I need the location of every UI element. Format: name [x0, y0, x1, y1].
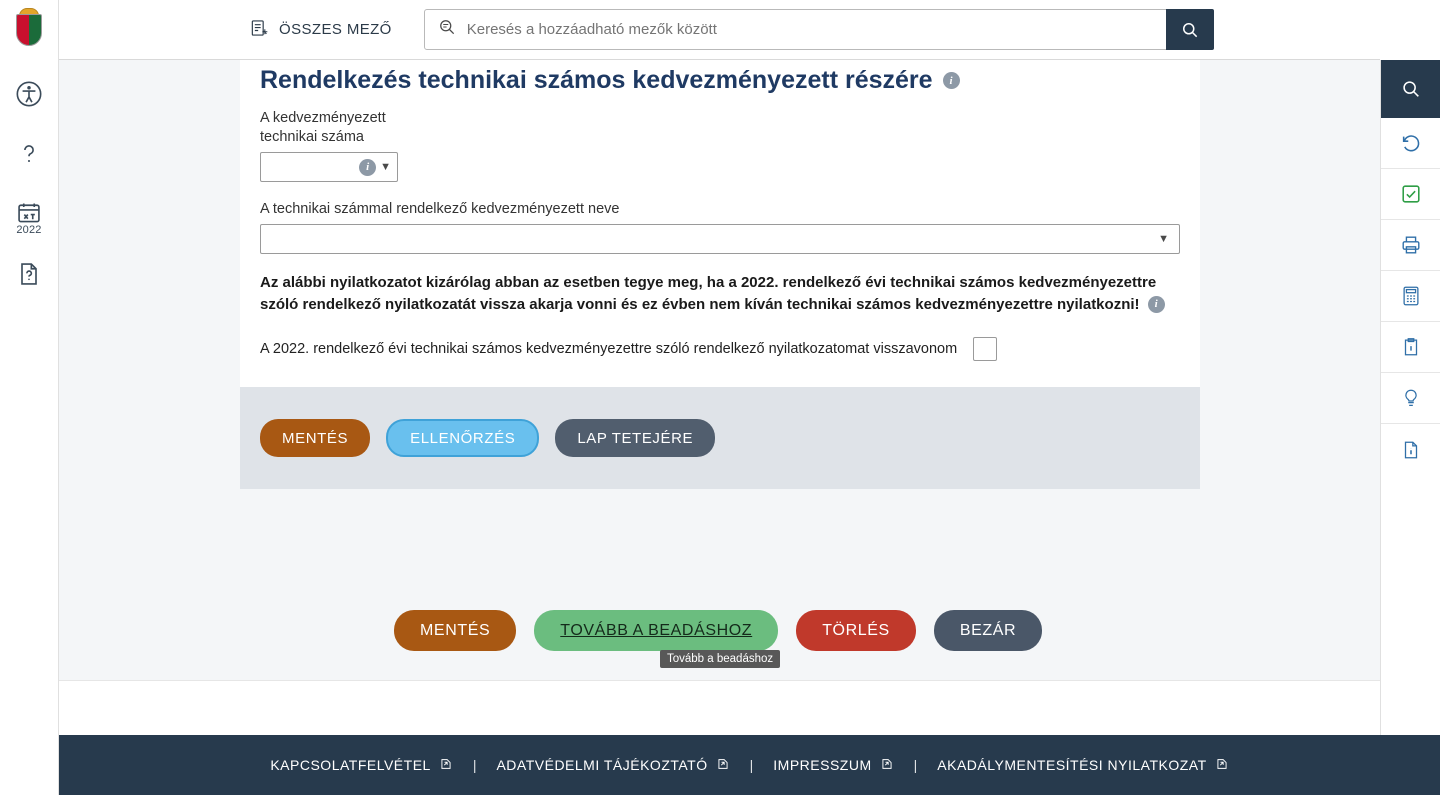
beneficiary-name-label: A technikai számmal rendelkező kedvezményezett neve: [260, 201, 620, 217]
footer-link-accessibility[interactable]: [937, 757, 1228, 774]
beneficiary-number-label-line2: technikai száma: [260, 129, 364, 145]
help-question-icon[interactable]: [9, 134, 49, 174]
page-title-text: Rendelkezés technikai számos kedvezményezett részére: [260, 66, 933, 94]
revoke-declaration-checkbox[interactable]: [973, 337, 997, 361]
hungary-coat-of-arms-logo[interactable]: [10, 8, 48, 54]
external-link-icon: [439, 757, 453, 774]
chevron-down-icon: ▼: [380, 160, 391, 173]
main-content-area: [59, 60, 1380, 795]
bottom-button-bar: [240, 610, 1200, 651]
chevron-down-icon: ▼: [1158, 232, 1169, 245]
revoke-declaration-row: [260, 337, 1180, 387]
footer-separator: |: [913, 757, 918, 773]
external-link-icon: [716, 757, 730, 774]
search-input[interactable]: [465, 10, 1213, 49]
external-link-icon: [1215, 757, 1229, 774]
warning-note: [260, 272, 1180, 315]
left-sidebar: [0, 0, 59, 795]
continue-to-submission-button[interactable]: TOVÁBB A BEADÁSHOZ: [534, 610, 778, 651]
toolbar-undo-button[interactable]: [1381, 118, 1440, 169]
inline-button-strip: [240, 387, 1200, 489]
scroll-to-top-button[interactable]: LAP TETEJÉRE: [555, 419, 715, 457]
info-icon[interactable]: i: [1148, 296, 1165, 313]
beneficiary-name-select[interactable]: [260, 224, 1180, 254]
footer: [59, 735, 1440, 795]
toolbar-print-button[interactable]: [1381, 220, 1440, 271]
tooltip: Tovább a beadáshoz: [660, 650, 780, 668]
toolbar-hint-button[interactable]: [1381, 373, 1440, 424]
delete-button[interactable]: TÖRLÉS: [796, 610, 916, 651]
beneficiary-number-label-line1: A kedvezményezett: [260, 110, 386, 126]
calendar-year-label: 2022: [16, 224, 42, 236]
footer-link-imprint[interactable]: [773, 757, 893, 774]
footer-link-imprint-label: IMPRESSZUM: [773, 757, 872, 773]
beneficiary-number-label: [260, 109, 1180, 147]
calendar-year-icon[interactable]: [9, 194, 49, 234]
external-link-icon: [880, 757, 894, 774]
footer-link-contact[interactable]: [270, 757, 452, 774]
form-card-body: [240, 60, 1200, 387]
warning-note-text: Az alábbi nyilatkozatot kizárólag abban az esetben tegye meg, ha a 2022. rendelkező évi technikai számos kedvezményezettre szóló rendelkező nyilatkozatát vissza akarja vonni és ez évben nem kíván technikai számos kedvezményezettre nyilatkozni!: [260, 274, 1157, 313]
search-submit-button[interactable]: [1166, 9, 1214, 50]
toolbar-calculator-button[interactable]: [1381, 271, 1440, 322]
search-field-wrapper[interactable]: [424, 9, 1214, 50]
bottom-white-strip: [59, 680, 1380, 742]
validate-button[interactable]: ELLENŐRZÉS: [386, 419, 539, 457]
toolbar-validate-button[interactable]: [1381, 169, 1440, 220]
shield-shape: [16, 14, 42, 46]
footer-link-privacy[interactable]: [496, 757, 729, 774]
footer-link-contact-label: KAPCSOLATFELVÉTEL: [270, 757, 431, 773]
footer-separator: |: [749, 757, 754, 773]
all-fields-label: ÖSSZES MEZŐ: [279, 21, 392, 38]
revoke-declaration-label: A 2022. rendelkező évi technikai számos kedvezményezettre szóló rendelkező nyilatkozatomat visszavonom: [260, 341, 958, 357]
toolbar-clipboard-info-button[interactable]: [1381, 322, 1440, 373]
info-icon[interactable]: i: [943, 72, 960, 89]
top-search-bar: [59, 0, 1380, 60]
info-icon[interactable]: i: [359, 159, 376, 176]
accessibility-icon[interactable]: [9, 74, 49, 114]
footer-separator: |: [472, 757, 477, 773]
search-field-icon: [437, 17, 457, 42]
close-button[interactable]: BEZÁR: [934, 610, 1042, 651]
toolbar-search-button[interactable]: [1381, 60, 1440, 118]
save-button[interactable]: MENTÉS: [260, 419, 370, 457]
form-fields-icon: [249, 18, 269, 42]
bottom-save-button[interactable]: MENTÉS: [394, 610, 516, 651]
right-toolbar: [1380, 60, 1440, 795]
all-fields-control[interactable]: [249, 18, 392, 42]
page-title: [260, 60, 1180, 109]
toolbar-document-info-button[interactable]: [1381, 424, 1440, 475]
beneficiary-number-select[interactable]: [260, 152, 398, 182]
document-question-icon[interactable]: [9, 254, 49, 294]
footer-link-privacy-label: ADATVÉDELMI TÁJÉKOZTATÓ: [496, 757, 708, 773]
form-card: [240, 60, 1200, 489]
footer-link-accessibility-label: AKADÁLYMENTESÍTÉSI NYILATKOZAT: [937, 757, 1207, 773]
